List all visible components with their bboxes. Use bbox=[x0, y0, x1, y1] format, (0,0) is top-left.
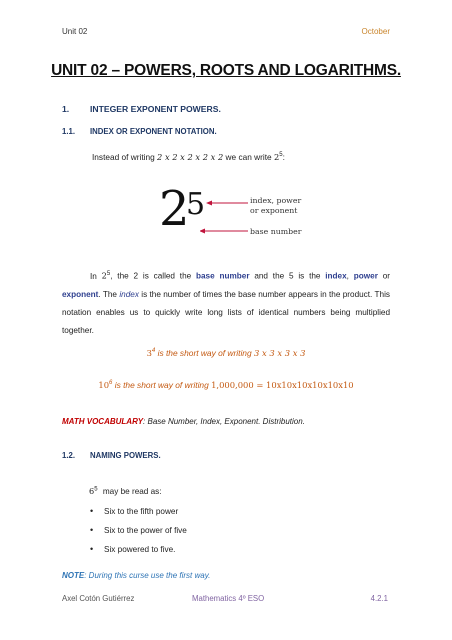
footer-author: Axel Cotón Gutiérrez bbox=[62, 594, 135, 603]
example1-exponent: 4 bbox=[151, 348, 156, 355]
subsection-heading-1-1 bbox=[62, 127, 217, 136]
intro-text: Instead of writing bbox=[92, 152, 158, 162]
section-heading-1 bbox=[62, 104, 221, 114]
para-text: and the 5 is the bbox=[249, 271, 326, 281]
figure-exponent-digit: 5 bbox=[186, 187, 206, 222]
term-index-italic: index bbox=[119, 289, 139, 299]
intro-product: 2 x 2 x 2 x 2 x 2 bbox=[157, 152, 224, 162]
para-text: , bbox=[346, 271, 354, 281]
note-label: NOTE bbox=[62, 571, 85, 580]
example2-base: 10 bbox=[98, 380, 110, 390]
naming-list bbox=[90, 502, 187, 559]
example-line-2 bbox=[0, 380, 452, 390]
read-as-line bbox=[89, 486, 162, 496]
label-index-line2: or exponent bbox=[250, 206, 298, 215]
header-right: October bbox=[361, 27, 390, 36]
para-text: In bbox=[90, 271, 102, 281]
list-item: • Six powered to five. bbox=[90, 540, 187, 559]
list-item: • Six to the fifth power bbox=[90, 502, 187, 521]
vocab-text: : Base Number, Index, Exponent. Distribution. bbox=[143, 417, 305, 426]
footer-page-number: 4.2.1 bbox=[370, 594, 388, 603]
read-base: 6 bbox=[89, 486, 95, 496]
exponent-arrow-head bbox=[206, 201, 212, 206]
para-text: . The bbox=[98, 289, 120, 299]
example2-expression: 1,000,000 = 10x10x10x10x10x10 bbox=[211, 380, 354, 390]
section-number: 1. bbox=[62, 104, 70, 114]
subsection-number: 1.1. bbox=[62, 127, 76, 136]
para-power-base: 2 bbox=[101, 270, 107, 281]
term-base-number: base number bbox=[196, 271, 250, 281]
base-arrow-head bbox=[200, 229, 205, 234]
example-line-1 bbox=[0, 348, 452, 358]
example2-exponent: 6 bbox=[109, 380, 113, 387]
subsection-title: NAMING POWERS. bbox=[90, 451, 161, 460]
page-title: UNIT 02 – POWERS, ROOTS AND LOGARITHMS. bbox=[51, 62, 401, 79]
term-index: index bbox=[325, 271, 347, 281]
read-text: may be read as: bbox=[100, 487, 162, 496]
example2-text: is the short way of writing bbox=[112, 380, 212, 390]
read-exponent: 5 bbox=[94, 486, 98, 493]
footer-course: Mathematics 4º ESO bbox=[192, 594, 265, 603]
term-exponent: exponent bbox=[62, 289, 99, 299]
example1-base: 3 bbox=[146, 348, 152, 358]
example1-expression: 3 x 3 x 3 x 3 bbox=[253, 348, 306, 358]
subsection-title: INDEX OR EXPONENT NOTATION. bbox=[90, 127, 217, 136]
subsection-heading-1-2 bbox=[62, 451, 161, 460]
note-text: : During this curse use the first way. bbox=[84, 571, 211, 580]
intro-sentence bbox=[92, 152, 285, 162]
label-base-number: base number bbox=[250, 227, 302, 236]
para-text: , the 2 is called the bbox=[110, 271, 196, 281]
para-power-exponent: 5 bbox=[106, 271, 111, 277]
intro-power-base: 2 bbox=[273, 152, 280, 162]
subsection-number: 1.2. bbox=[62, 451, 76, 460]
note bbox=[62, 571, 210, 580]
math-vocabulary bbox=[62, 417, 305, 426]
figure-arrows bbox=[200, 195, 250, 240]
vocab-label: MATH VOCABULARY bbox=[62, 417, 144, 426]
intro-end: : bbox=[282, 152, 285, 162]
figure-base-digit: 2 bbox=[159, 181, 190, 237]
header-left: Unit 02 bbox=[62, 27, 88, 36]
label-index-line1: index, power bbox=[250, 196, 302, 205]
intro-middle: we can write bbox=[223, 152, 274, 162]
term-power: power bbox=[353, 271, 378, 281]
para-text: is the number of times the base number appears in the product. This notation enables us to quickly write long lists of identical numbers being multiplied together. bbox=[62, 289, 390, 336]
example1-text: is the short way of writing bbox=[155, 348, 254, 358]
intro-power-exponent: 5 bbox=[279, 152, 283, 159]
explanation-paragraph bbox=[62, 265, 390, 341]
para-text: or bbox=[377, 271, 390, 281]
section-title: INTEGER EXPONENT POWERS. bbox=[90, 104, 221, 114]
list-item: • Six to the power of five bbox=[90, 521, 187, 540]
